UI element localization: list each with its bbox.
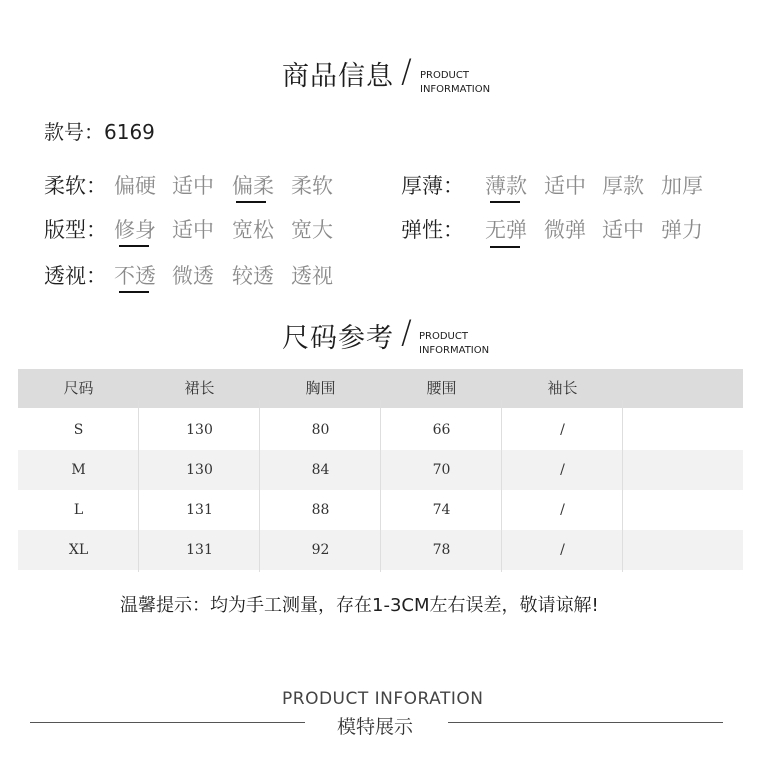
column-divider xyxy=(622,400,623,572)
table-cell: 78 xyxy=(432,542,451,558)
table-cell: M xyxy=(71,462,86,478)
table-cell: L xyxy=(73,502,84,518)
header-cell: 裙长 xyxy=(184,379,215,397)
footer-chinese-title: 模特展示 xyxy=(337,716,414,738)
attr-option: 微弹 xyxy=(544,218,586,242)
header-cell: 袖长 xyxy=(547,379,578,397)
table-cell: 88 xyxy=(311,502,330,518)
attr-label: 厚薄： xyxy=(401,174,464,198)
table-cell: 92 xyxy=(311,542,330,558)
attr-option: 适中 xyxy=(602,218,644,242)
attr-option: 适中 xyxy=(172,174,214,198)
heading-sub-line2: INFORMATION xyxy=(419,345,490,356)
table-cell: 66 xyxy=(432,422,451,438)
heading-sub-line2: INFORMATION xyxy=(420,84,491,95)
table-cell: S xyxy=(73,422,84,438)
table-cell: 130 xyxy=(186,462,213,478)
table-cell: / xyxy=(560,462,565,478)
attr-option: 弹力 xyxy=(661,218,703,242)
table-cell: / xyxy=(560,502,565,518)
column-divider xyxy=(259,400,260,572)
attr-option: 柔软 xyxy=(291,174,333,198)
header-cell: 胸围 xyxy=(305,379,336,397)
attr-option: 适中 xyxy=(544,174,586,198)
table-cell: 80 xyxy=(311,422,330,438)
selected-underline xyxy=(119,291,149,293)
heading-slash: / xyxy=(401,313,412,351)
attr-label: 透视： xyxy=(44,264,107,288)
selected-underline xyxy=(236,201,266,203)
attr-option: 宽松 xyxy=(232,218,274,242)
selected-underline xyxy=(119,245,149,247)
table-cell: 84 xyxy=(311,462,330,478)
attr-option: 较透 xyxy=(232,264,274,288)
attr-label: 版型： xyxy=(44,218,107,242)
column-divider xyxy=(138,400,139,572)
attr-option: 适中 xyxy=(172,218,214,242)
attr-option-selected: 不透 xyxy=(114,264,156,288)
table-cell: XL xyxy=(68,542,89,558)
table-cell: 74 xyxy=(432,502,451,518)
header-cell: 尺码 xyxy=(63,379,94,397)
column-divider xyxy=(501,400,502,572)
attr-option: 微透 xyxy=(172,264,214,288)
selected-underline xyxy=(490,246,520,248)
footer-divider-left xyxy=(30,722,305,723)
attr-option: 透视 xyxy=(291,264,333,288)
attr-option-selected: 薄款 xyxy=(485,174,527,198)
attr-option: 偏硬 xyxy=(114,174,156,198)
table-cell: / xyxy=(560,422,565,438)
size-ref-title: 尺码参考 xyxy=(282,323,394,354)
attr-option: 厚款 xyxy=(602,174,644,198)
style-number: 款号：6169 xyxy=(44,120,155,144)
table-cell: 70 xyxy=(432,462,451,478)
table-cell: / xyxy=(560,542,565,558)
footer-english-title: PRODUCT INFORATION xyxy=(282,689,484,709)
selected-underline xyxy=(490,201,520,203)
table-cell: 131 xyxy=(186,542,213,558)
attr-option: 宽大 xyxy=(291,218,333,242)
measurement-tip: 温馨提示：均为手工测量，存在1-3CM左右误差，敬请谅解! xyxy=(120,595,599,616)
attr-option-selected: 偏柔 xyxy=(232,174,274,198)
attr-label: 弹性： xyxy=(401,218,464,242)
heading-slash: / xyxy=(401,52,412,90)
heading-sub-line1: PRODUCT xyxy=(420,70,469,81)
product-info-title: 商品信息 xyxy=(282,61,394,92)
table-cell: 130 xyxy=(186,422,213,438)
attr-option-selected: 修身 xyxy=(114,218,156,242)
attr-option-selected: 无弹 xyxy=(485,218,527,242)
column-divider xyxy=(380,400,381,572)
attr-label: 柔软： xyxy=(44,174,107,198)
heading-sub-line1: PRODUCT xyxy=(419,331,468,342)
table-cell: 131 xyxy=(186,502,213,518)
footer-divider-right xyxy=(448,722,723,723)
header-cell: 腰围 xyxy=(426,379,457,397)
attr-option: 加厚 xyxy=(661,174,703,198)
